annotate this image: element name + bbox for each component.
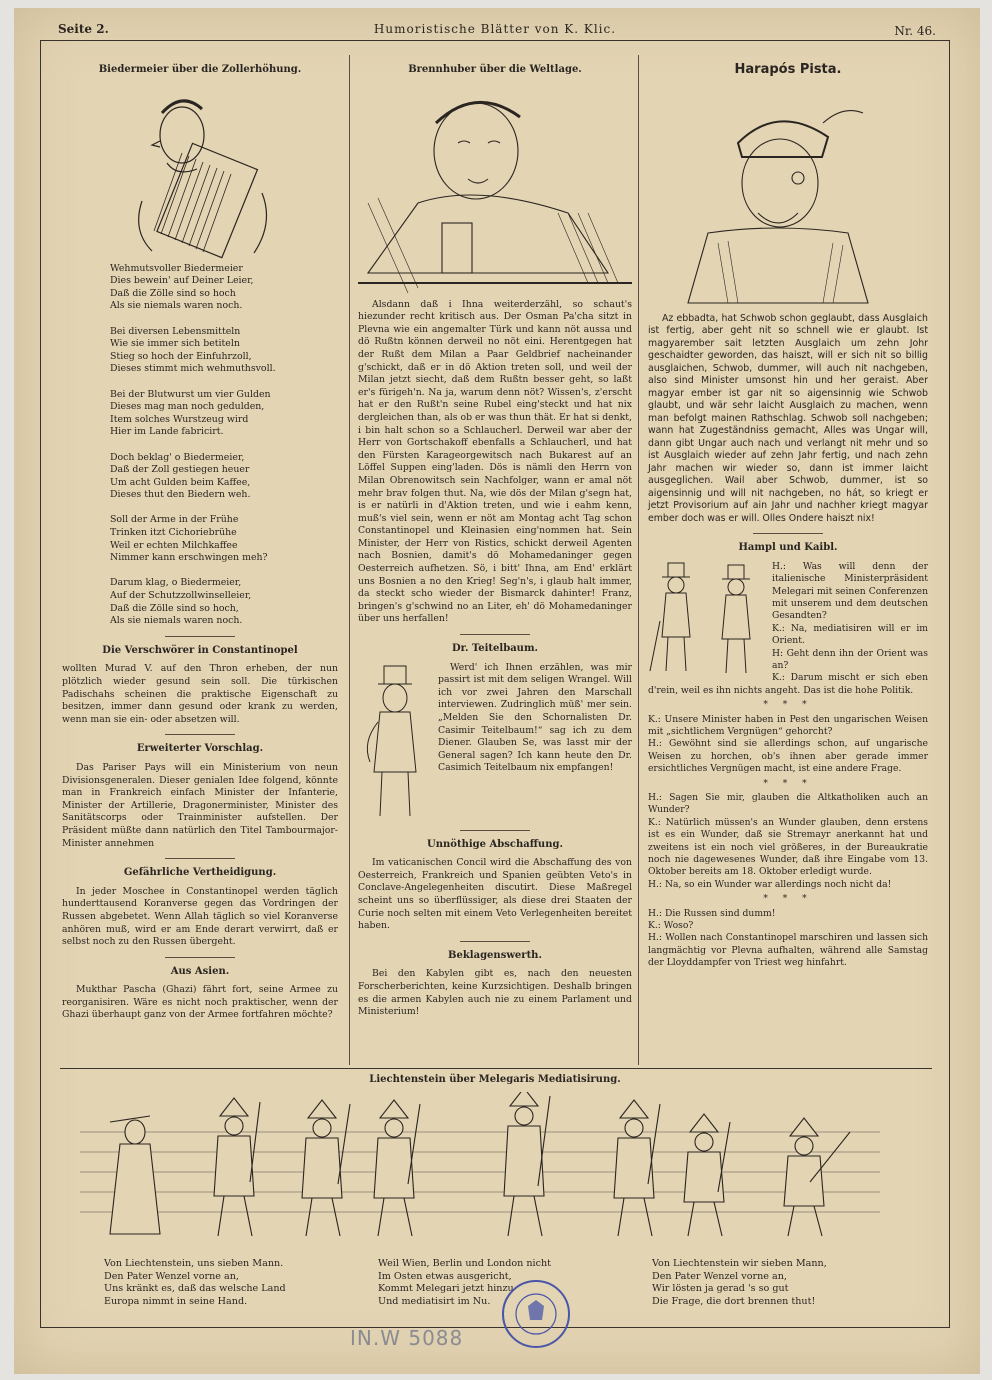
article-text: wollten Murad V. auf den Thron erheben, der nun plötzlich wieder gesund sein soll. Die türkischen Padischahs scheinen die praktische Eigenschaft zu besitzen, immer dann gesund oder krank zu werden, wenn man sie ein- oder absetzen will. bbox=[62, 663, 338, 725]
dialogue-line: H: Geht denn ihn der Orient was an? bbox=[772, 647, 928, 671]
separator bbox=[460, 830, 530, 831]
article-text: In jeder Moschee in Constantinopel werden täglich hunderttausend Koranverse gegen das Vordringen der Russen abgebetet. Wenn Allah täglich so viel Koranverse anhören muß, wird er am Ende derart verwirrt, daß er selbst noch zu den Russen übergeht. bbox=[62, 885, 338, 948]
article-title: Dr. Teitelbaum. bbox=[451, 643, 539, 655]
separator-stars: * * * bbox=[763, 778, 813, 789]
separator bbox=[753, 533, 823, 534]
article-title: Biedermeier über die Zollerhöhung. bbox=[98, 64, 302, 75]
separator bbox=[165, 734, 235, 735]
verse-left: Von Liechtenstein, uns sieben Mann. Den Pater Wenzel vorne an, Uns kränkt es, daß das welsche Land Europa nimmt in seine Hand. bbox=[104, 1258, 286, 1307]
article-text: Werd' ich Ihnen erzählen, was mir passirt ist mit dem seligen Wrangel. Will ich vor zwei Jahren den Marschall interviewen. Zudringlich müß' mer sein. „Melden Sie den Schornalisten Dr. Casimir Teitelbaum!“ sag ich zu dem Diener. Glauben Se, was lasst mir der General sagen? Ich kann heute den Dr. Casimich Teitelbaum nix empfangen! bbox=[438, 661, 632, 774]
teitelbaum-illustration bbox=[358, 662, 432, 822]
dialogue-line: K.: Woso? bbox=[648, 920, 694, 932]
article-text: Bei den Kabylen gibt es, nach den neuesten Forscherberichten, keine Kurzsichtigen. Deshalb bringen es die armen Kabylen auch nie zu einem Parlament und Ministerium! bbox=[358, 968, 632, 1018]
dialogue-line: K.: Darum mischt er sich eben d'rein, weil es ihn nichts angeht. Das ist die hohe Politik. bbox=[648, 672, 928, 696]
masthead: Humoristische Blätter von K. Klic. bbox=[373, 22, 617, 36]
page-number: Seite 2. bbox=[58, 22, 109, 36]
column-1 bbox=[62, 64, 338, 1028]
article-title: Unnöthige Abschaffung. bbox=[427, 838, 563, 850]
column-divider-left bbox=[349, 55, 350, 1065]
brennhuber-illustration bbox=[358, 83, 632, 299]
article-title: Aus Asien. bbox=[170, 965, 230, 977]
column-divider-right bbox=[638, 55, 639, 1065]
verse-right: Von Liechtenstein wir sieben Mann, Den Pater Wenzel vorne an, Wir lösten ja gerad 's so gut Die Frage, die dort brennen thut! bbox=[652, 1258, 827, 1307]
column-3 bbox=[648, 64, 928, 970]
dialogue-line: K.: Natürlich müssen's an Wunder glauben, denn erstens ist es ein Wunder, daß sie Stremayr anerkannt hat und zweitens ist ein noch viel größeres, in der Bureaukratie noch nie dagewesenes Wunder, daß ihre Eingabe vom 13. Oktober bereits am 18. Oktober erledigt wurde. bbox=[648, 816, 928, 878]
article-text: Az ebbadta, hat Schwob schon geglaubt, dass Ausglaich ist fertig, aber geht nit so schnell wie er glaubt. Ist magyarember sait letzten Ausglaich um zehn Johr geschaidter geworden, das haiszt, will er sich nit so billig ausglaichen, Schwob, dummer, will auch nit nachgeben, also sind Minister umsonst hin und her geraist. Aber magyar ember ist gar nit so aigensinnig wie Schwob glaubt, und wär sehr laicht Ausglaich zu machen, wenn man befolgt mainen Rathschlag. Schwob soll nachgeben; wann hat Zugeständniss gemacht, Alles was Ungar will, dann gibt Ungar auch nach und verlangt nit mehr und so ist Ausglaich wieder auf zehn Jahr fertig, und nach zehn Jahr machen wir wieder so, dann ist immer laicht ausgeglichen. Wail aber Schwob, dummer, ist so aigensinnig und will nit nachgeben, no hát, so kriegt er jetzt Provisorium auf ain Jahr und nachher kriegt magyar ember doch was er will. Olles Ondere haiszt nix! bbox=[648, 312, 928, 524]
dialogue-line: H.: Sagen Sie mir, glauben die Altkatholiken auch an Wunder? bbox=[648, 792, 928, 816]
hampl-kaibl-illustration bbox=[648, 561, 768, 681]
issue-number: Nr. 46. bbox=[894, 24, 936, 38]
dialogue-line: K.: Na, mediatisiren will er im Orient. bbox=[772, 622, 928, 647]
article-text: Alsdann daß i Ihna weiterderzähl, so schaut's hiezunder recht kritisch aus. Der Osman Pa'cha sitzt in Plevna wie ein angemalter Türk und kann nöt aussa und dö Rußtn können derweil no nöt eini. Herentgegen hat der Rußt dem Milan a Paar Geldbrief nacheinander g'schickt, daß er in dö Aktion treten soll, und weil der Milan jetzt siecht, daß dem Rußtn besser geht, so laßt er's fürigeh'n. Na ja, warum denn nöt? Wissen's, z'erscht hat er den Rußt'n seine Rubel eing'steckt und hat nix dergleichen than, als ob er was thun thät. Er hat si denkt, i bin halt schon so a Schlaucherl. Derweil war aber der Herr von Gortschakoff ebenfalls a Schlaucherl, und hat den Fürsten Karageorgewitsch nach Bukarest auf an Löffel Suppen eing'laden. Dös is nämli den Herrn von Milan Obrenowitsch sein Nachfolger, wann er amal nöt mehr brav folgen thut. Na, wie dös der Milan g'segn hat, is er natürli in d'Aktion treten, und wie i eahm kenn, muß's viel sein, wenn er nöt am Montag acht Tag schon Constantinopel und Kleinasien eing'nommen hat. Sein Minister, der Herr von Ristics, schickt derweil Agenten nach Bosnien, damit's dö Mohamedaninger gegen Oesterreich aufhetzen. Sö, i bitt' Ihna, am End' erklärt uns Bosnien a no den Krieg! Seg'n's, i glaub halt immer, da steckt scho wieder der Bismarck dahinter! Franz, bringen's g'schwind no an Liter, eh' dö Mohamedaninger über uns herfallen! bbox=[358, 298, 632, 625]
separator bbox=[165, 858, 235, 859]
article-title: Beklagenswerth. bbox=[448, 949, 542, 961]
museum-stamp bbox=[500, 1278, 572, 1350]
soldiers-illustration bbox=[80, 1092, 880, 1252]
dialogue-line: H.: Gewöhnt sind sie allerdings schon, auf ungarische Weisen zu horchen, ob's ihnen aber gerade immer ersichtliches Vergnügen macht, ist eine andere Frage. bbox=[648, 738, 928, 775]
biedermeier-illustration bbox=[62, 83, 338, 263]
article-title: Erweiterter Vorschlag. bbox=[136, 743, 264, 755]
dialogue-line: H.: Was will denn der italienische Ministerpräsident Melegari mit seinen Conferenzen mit unserem und dem deutschen Gesandten? bbox=[772, 560, 928, 622]
article-text: Das Pariser Pays will ein Ministerium von neun Divisionsgeneralen. Dieser genialen Idee folgend, könnte man in Frankreich einfach Minister der Infanterie, Minister der Artillerie, Dragonerminister, Minister des Sanitätscorps oder Trainminister aufstellen. Der Präsident müßte dann natürlich den Titel Tambourmajor-Minister annehmen bbox=[62, 761, 338, 849]
bottom-title: Liechtenstein über Melegaris Mediatisirung. bbox=[369, 1074, 621, 1085]
dialogue-line: H.: Na, so ein Wunder war allerdings noch nicht da! bbox=[648, 878, 892, 890]
column-2 bbox=[358, 64, 632, 1025]
separator bbox=[165, 957, 235, 958]
section-rule bbox=[60, 1068, 932, 1069]
separator bbox=[460, 941, 530, 942]
separator bbox=[165, 636, 235, 637]
article-title: Brennhuber über die Weltlage. bbox=[408, 64, 582, 75]
article-text: Mukthar Pascha (Ghazi) fährt fort, seine Armee zu reorganisiren. Wäre es nicht noch praktischer, wenn der Ghazi überhaupt ganz von der Armee fortfahren möchte? bbox=[62, 984, 338, 1021]
verse-middle: Weil Wien, Berlin und London nicht Im Osten etwas ausgericht, Kommt Melegari jetzt hinzu Und mediatisirt im Nu. bbox=[378, 1258, 552, 1307]
separator-stars: * * * bbox=[763, 700, 813, 711]
dialogue-line: H.: Wollen nach Constantinopel marschiren und lassen sich langmächtig vor Plevna aufhalten, während alle Samstag der Lloyddampfer von Triest weg hinfahrt. bbox=[648, 932, 928, 969]
article-title: Hampl und Kaibl. bbox=[738, 542, 838, 554]
article-text: Im vaticanischen Concil wird die Abschaffung des von Oesterreich, Frankreich und Spanien geübten Veto's in Conclave-Angelegenheiten discutirt. Diese Maßregel scheint uns so überflüssiger, als diese drei Staaten der Curie noch selten mit einem Veto Verlegenheiten bereitet haben. bbox=[358, 857, 632, 932]
separator bbox=[460, 634, 530, 635]
article-title: Gefährliche Vertheidigung. bbox=[123, 867, 277, 879]
article-title: Die Verschwörer in Constantinopel bbox=[102, 644, 298, 656]
page-header bbox=[42, 22, 948, 42]
article-title: Harapós Pista. bbox=[734, 62, 842, 77]
biedermeier-poem: Wehmutsvoller Biedermeier Dies bewein' auf Deiner Leier, Daß die Zölle sind so hoch Als sie niemals waren noch. Bei diversen Lebensmitteln Wie sie immer sich betiteln Stieg so hoch der Einfuhrzoll, Dieses stimmt mich wehmuthsvoll. Bei der Blutwurst um vier Gulden Dieses mag man noch gedulden, Item solches Wurstzeug wird Hier im Lande fabricirt. Doch beklag' o Biedermeier, Daß der Zoll gestiegen heuer Um acht Gulden beim Kaffee, Dieses thut den Biedern weh. Soll der Arme in der Frühe Trinken itzt Cichoriebrühe Weil er echten Milchkaffee Nimmer kann erschwingen meh? Darum klag, o Biedermeier, Auf der Schutzzollwinselleier, Daß die Zölle sind so hoch, Als sie niemals waren noch. bbox=[110, 262, 276, 627]
inventory-number: IN.W 5088 bbox=[350, 1326, 464, 1350]
header-rule bbox=[40, 40, 950, 41]
harapos-pista-illustration bbox=[648, 83, 928, 313]
dialogue-line: K.: Unsere Minister haben in Pest den ungarischen Weisen mit „sichtlichem Vergnügen“ gehorcht? bbox=[648, 713, 928, 737]
separator-stars: * * * bbox=[763, 894, 813, 905]
dialogue-line: H.: Die Russen sind dumm! bbox=[648, 907, 776, 919]
